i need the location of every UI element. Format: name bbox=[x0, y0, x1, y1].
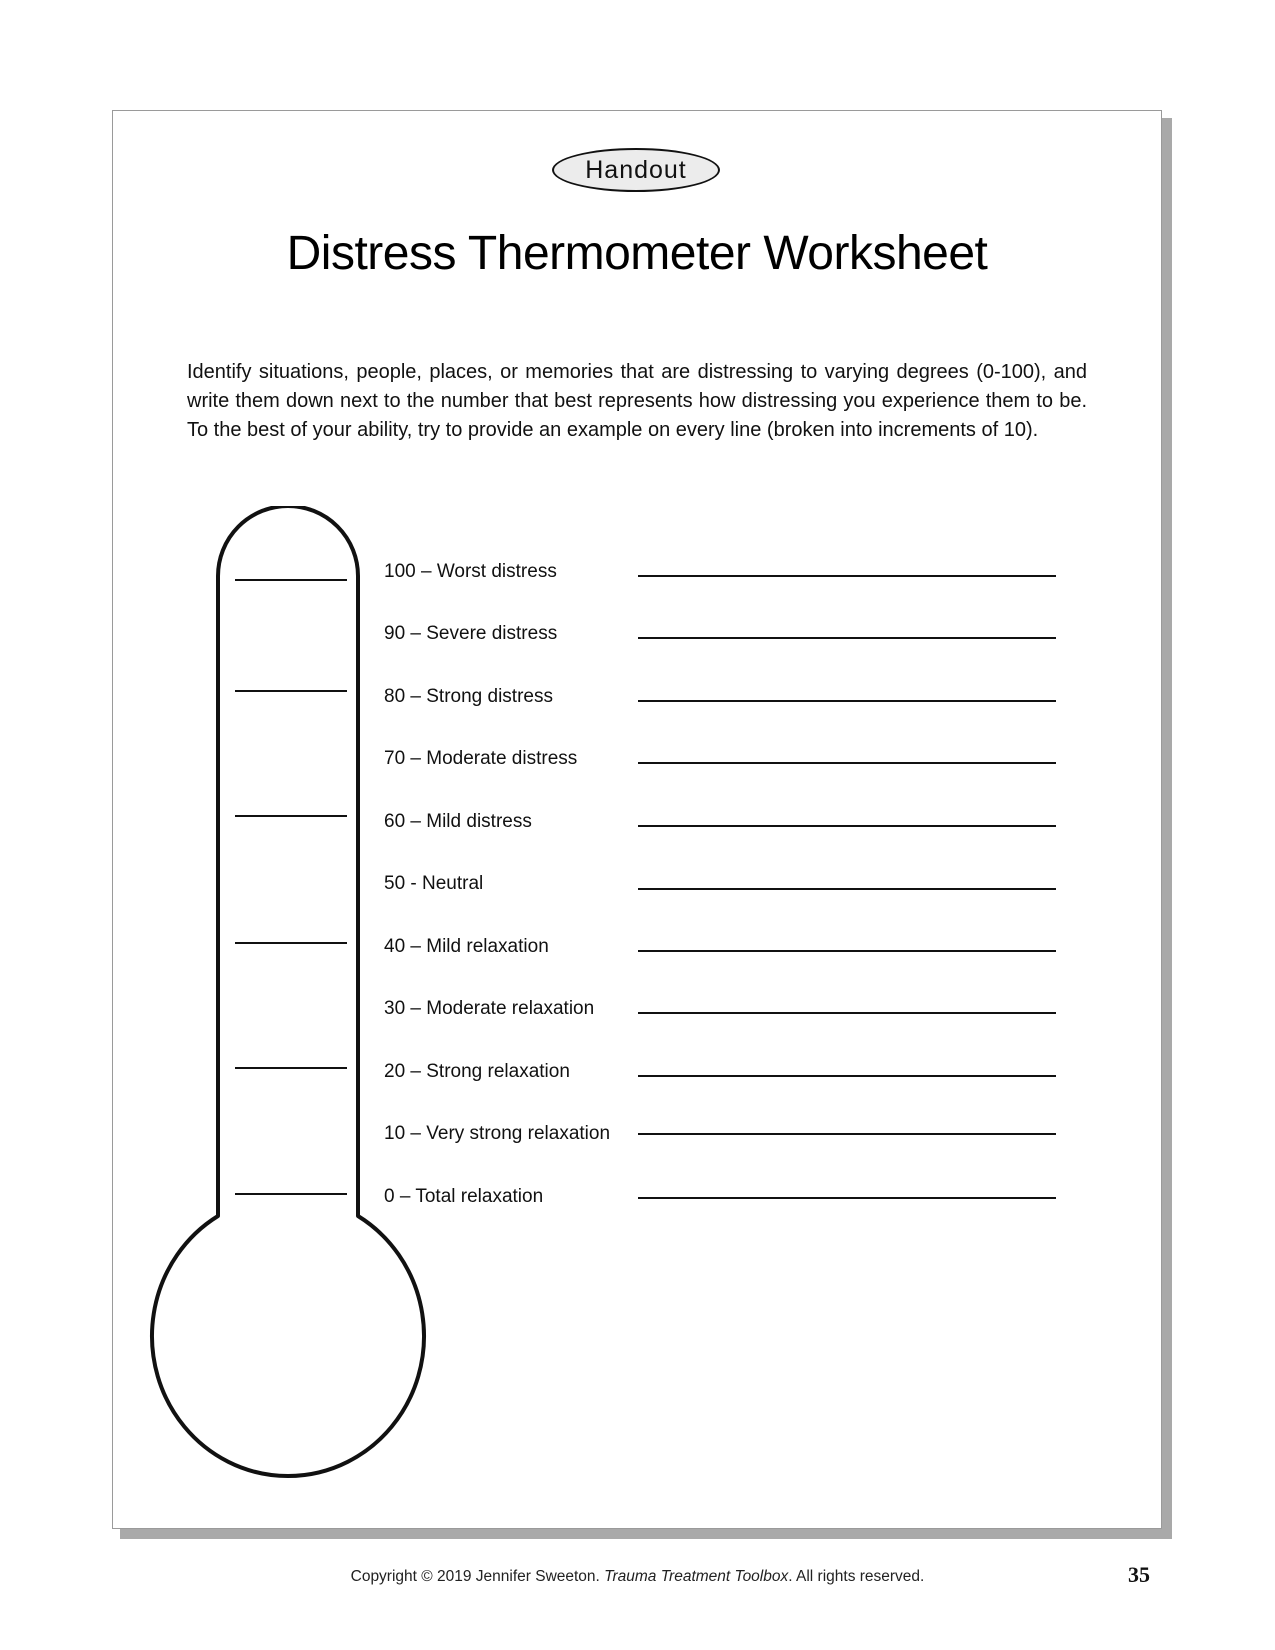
footer-prefix: Copyright © 2019 Jennifer Sweeton. bbox=[350, 1568, 605, 1585]
handout-label: Handout bbox=[585, 155, 687, 184]
scale-label-0: 0 – Total relaxation bbox=[384, 1186, 544, 1207]
answer-line-80[interactable] bbox=[638, 700, 1056, 702]
page-number: 35 bbox=[1128, 1562, 1150, 1587]
copyright-footer bbox=[0, 1568, 1275, 1586]
scale-label-90: 90 – Severe distress bbox=[384, 623, 558, 644]
scale-label-30: 30 – Moderate relaxation bbox=[384, 998, 595, 1019]
scale-label-100: 100 – Worst distress bbox=[384, 561, 557, 582]
scale-label-20: 20 – Strong relaxation bbox=[384, 1061, 570, 1082]
footer-book-title: Trauma Treatment Toolbox bbox=[604, 1568, 789, 1585]
handout-badge bbox=[552, 148, 720, 192]
answer-line-70[interactable] bbox=[638, 762, 1056, 764]
scale-label-40: 40 – Mild relaxation bbox=[384, 936, 549, 957]
answer-line-60[interactable] bbox=[638, 825, 1056, 827]
answer-line-40[interactable] bbox=[638, 950, 1056, 952]
answer-line-10[interactable] bbox=[638, 1133, 1056, 1135]
instructions-text: Identify situations, people, places, or memories that are distressing to varying degrees (0-100), and write them down next to the number that best represents how distressing you experience them to be. To the best of your ability, try to provide an example on every line (broken into increments of 10). bbox=[187, 361, 1087, 441]
scale-label-50: 50 - Neutral bbox=[384, 873, 484, 894]
answer-line-0[interactable] bbox=[638, 1197, 1056, 1199]
scale-label-60: 60 – Mild distress bbox=[384, 811, 532, 832]
footer-suffix: . All rights reserved. bbox=[788, 1568, 925, 1585]
answer-line-100[interactable] bbox=[638, 575, 1056, 577]
thermometer-outline bbox=[152, 506, 424, 1476]
scale-label-70: 70 – Moderate distress bbox=[384, 748, 578, 769]
page-title: Distress Thermometer Worksheet bbox=[286, 227, 988, 280]
answer-line-30[interactable] bbox=[638, 1012, 1056, 1014]
scale-label-80: 80 – Strong distress bbox=[384, 686, 553, 707]
answer-line-20[interactable] bbox=[638, 1075, 1056, 1077]
answer-line-90[interactable] bbox=[638, 637, 1056, 639]
answer-line-50[interactable] bbox=[638, 888, 1056, 890]
scale-label-10: 10 – Very strong relaxation bbox=[384, 1123, 611, 1144]
